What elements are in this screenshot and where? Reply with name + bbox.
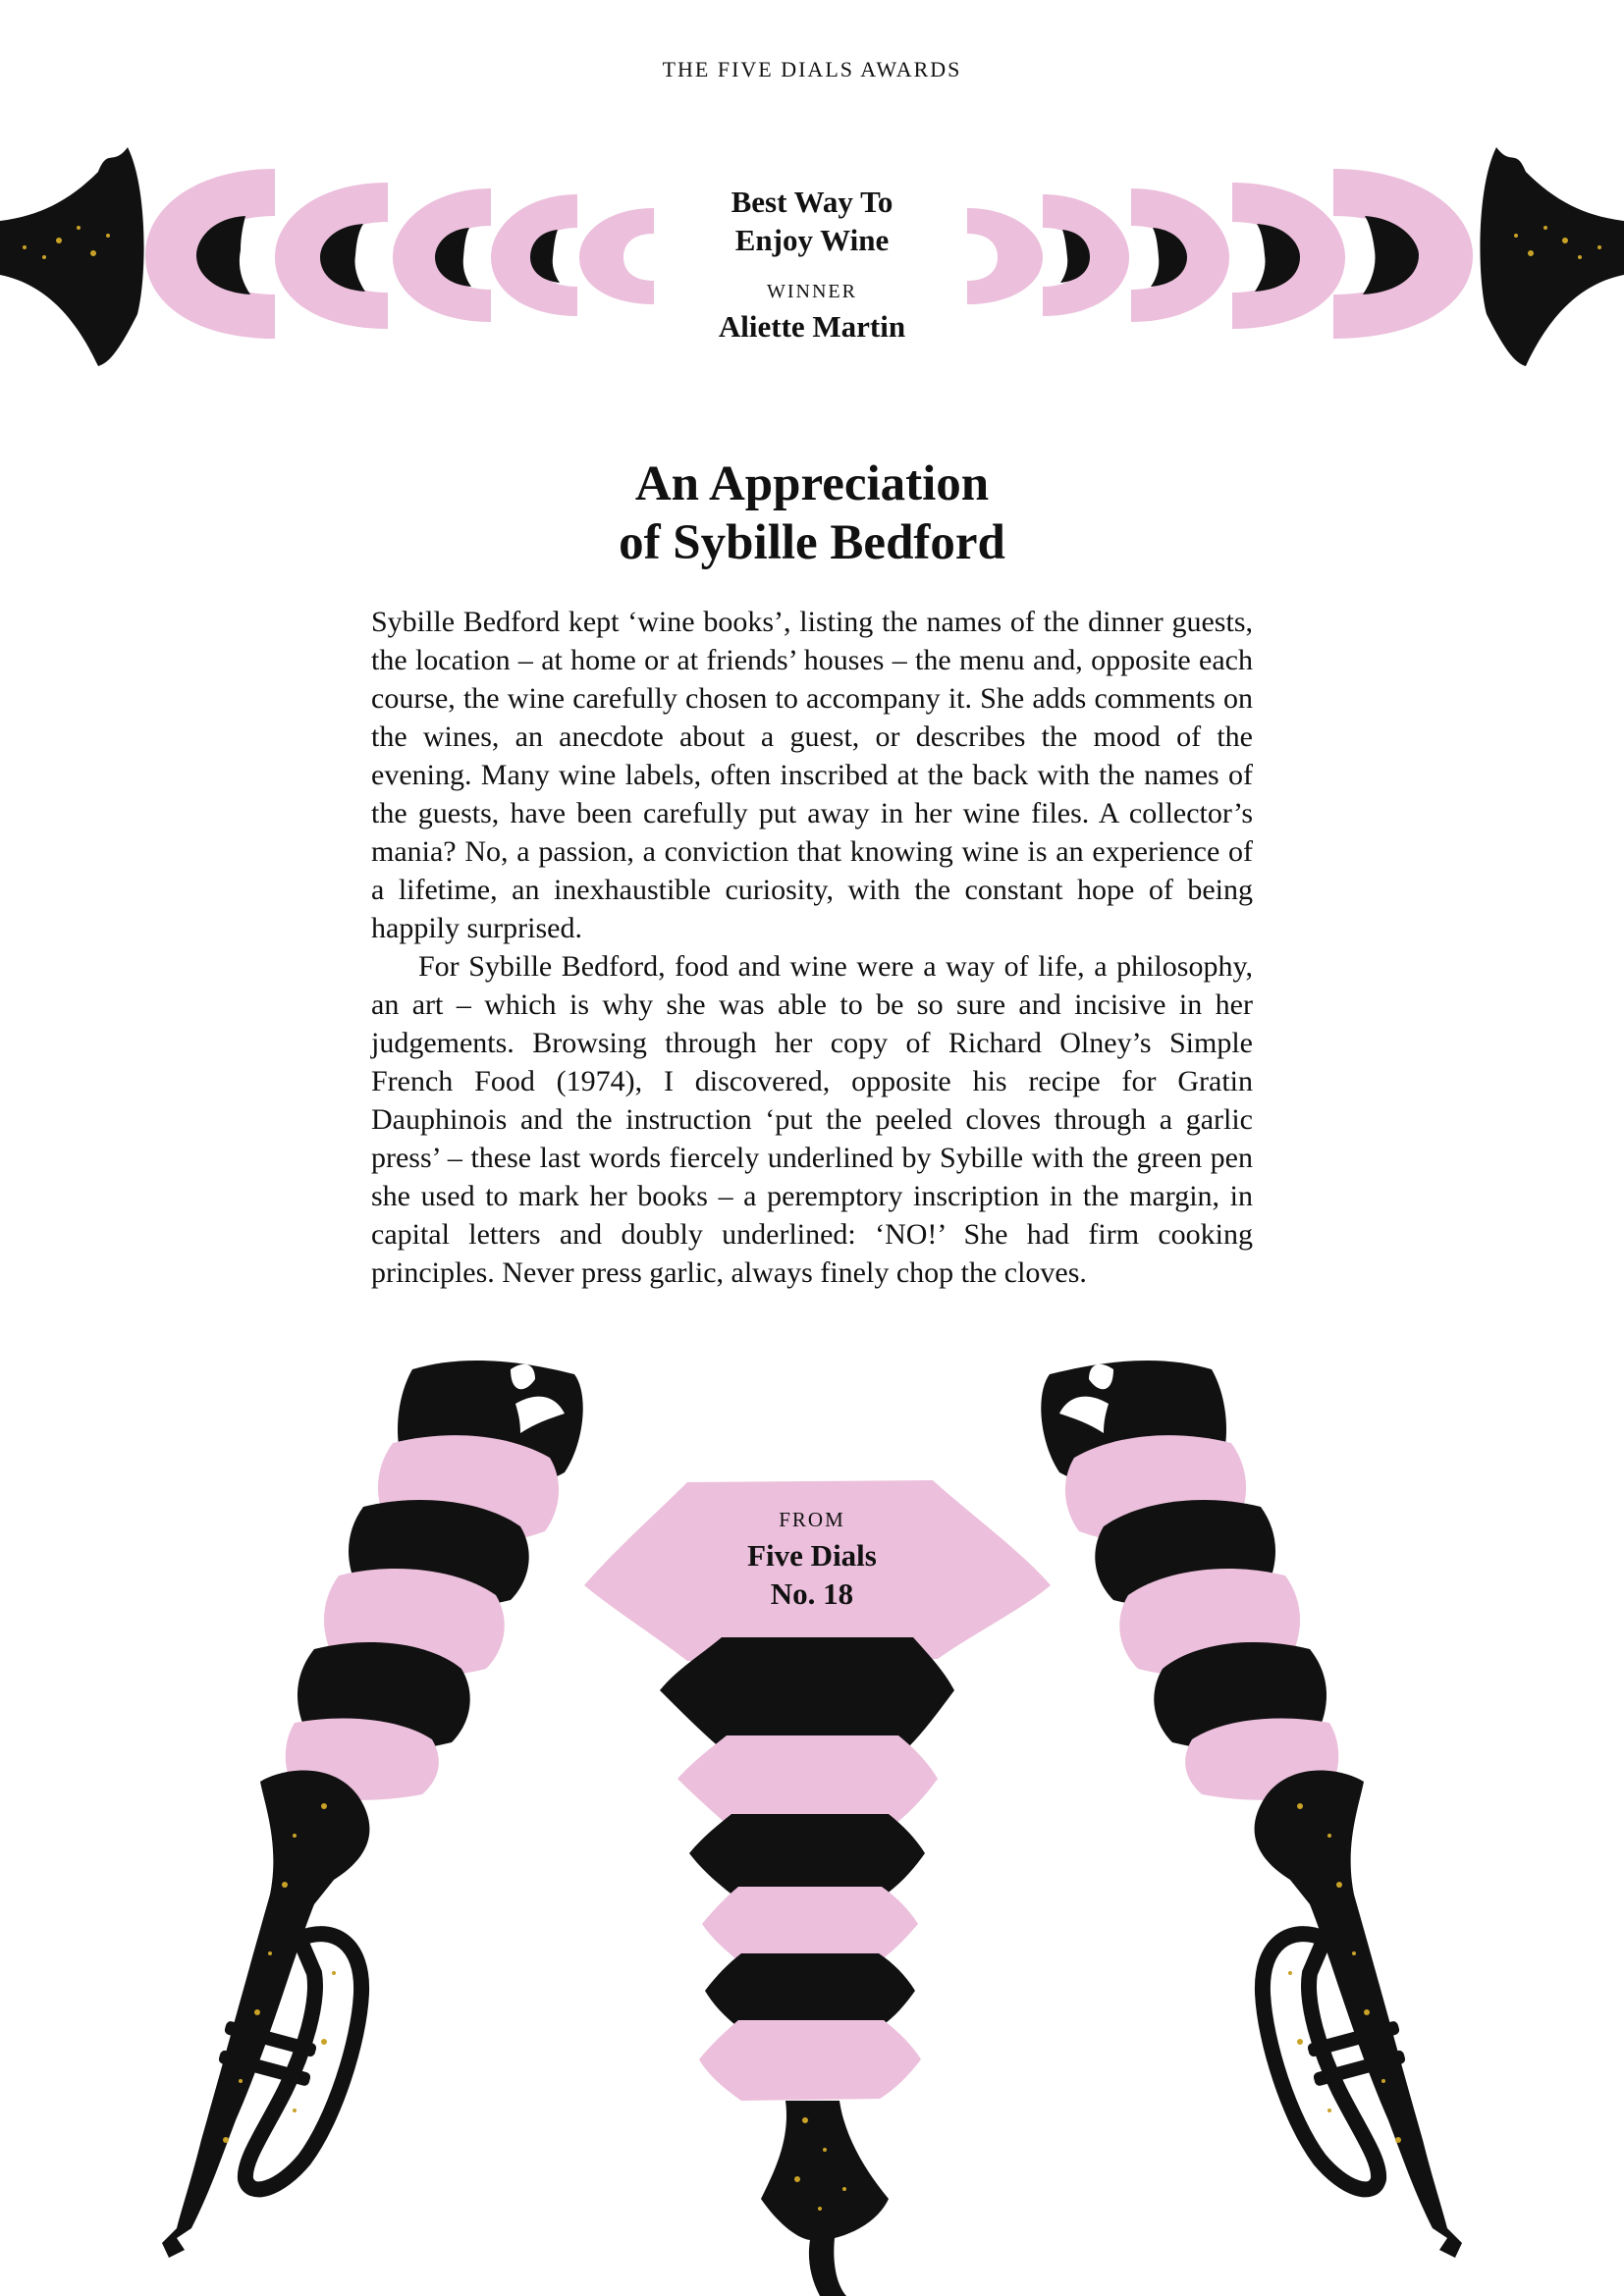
article-title-line: of Sybille Bedford bbox=[619, 515, 1005, 570]
sound-wave-icon bbox=[1041, 1361, 1338, 1800]
running-head: THE FIVE DIALS AWARDS bbox=[662, 57, 962, 81]
article-paragraph: Sybille Bedford kept ‘wine books’, listing the names of the dinner guests, the location – at home or at friends’ houses – the menu and, opposite each course, the wine carefully chosen to accompany it. She adds comments on the wines, an anecdote about a guest, or describes the mood of the evening. Many wine labels, often inscribed at the back with the names of the guests, have been carefully put away in her wine files. A collector’s mania? No, a passion, a conviction that knowing wine is an experience of a lifetime, an inexhaustible curiosity, with the constant hope of being happily surprised. bbox=[371, 606, 1253, 944]
trumpet-icon bbox=[0, 147, 144, 366]
from-label: FROM bbox=[779, 1508, 845, 1531]
trumpet-icon bbox=[1255, 1771, 1462, 2258]
article-body bbox=[371, 603, 1253, 1292]
award-category bbox=[648, 183, 976, 259]
article-title bbox=[295, 454, 1329, 572]
issue-title bbox=[665, 1536, 959, 1613]
issue-line: No. 18 bbox=[770, 1576, 854, 1611]
award-category-line: Enjoy Wine bbox=[734, 223, 890, 257]
trumpet-icon bbox=[761, 2101, 889, 2296]
article-title-line: An Appreciation bbox=[634, 456, 990, 511]
sound-wave-icon bbox=[967, 169, 1473, 339]
sound-wave-icon bbox=[286, 1361, 583, 1800]
sound-wave-icon bbox=[145, 169, 654, 339]
award-category-line: Best Way To bbox=[731, 185, 893, 219]
winner-name: Aliette Martin bbox=[718, 309, 906, 344]
source-label bbox=[665, 1508, 959, 1613]
winner-label: WINNER bbox=[767, 281, 857, 302]
article-paragraph: For Sybille Bedford, food and wine were a way of life, a philosophy, an art – which is why she was able to be so sure and incisive in her judgements. Browsing through her copy of Richard Olney’s Simple French Food (1974), I discovered, opposite his recipe for Gratin Dauphinois and the instruction ‘put the peeled cloves through a garlic press’ – these last words fiercely underlined by Sybille with the green pen she used to mark her books – a peremptory inscription in the margin, in capital letters and doubly underlined: ‘NO!’ She had firm cooking principles. Never press garlic, always finely chop the cloves. bbox=[371, 950, 1253, 1289]
trumpet-icon bbox=[1480, 147, 1624, 366]
trumpet-icon bbox=[162, 1771, 369, 2258]
issue-line: Five Dials bbox=[747, 1538, 877, 1573]
award-banner bbox=[648, 183, 976, 345]
